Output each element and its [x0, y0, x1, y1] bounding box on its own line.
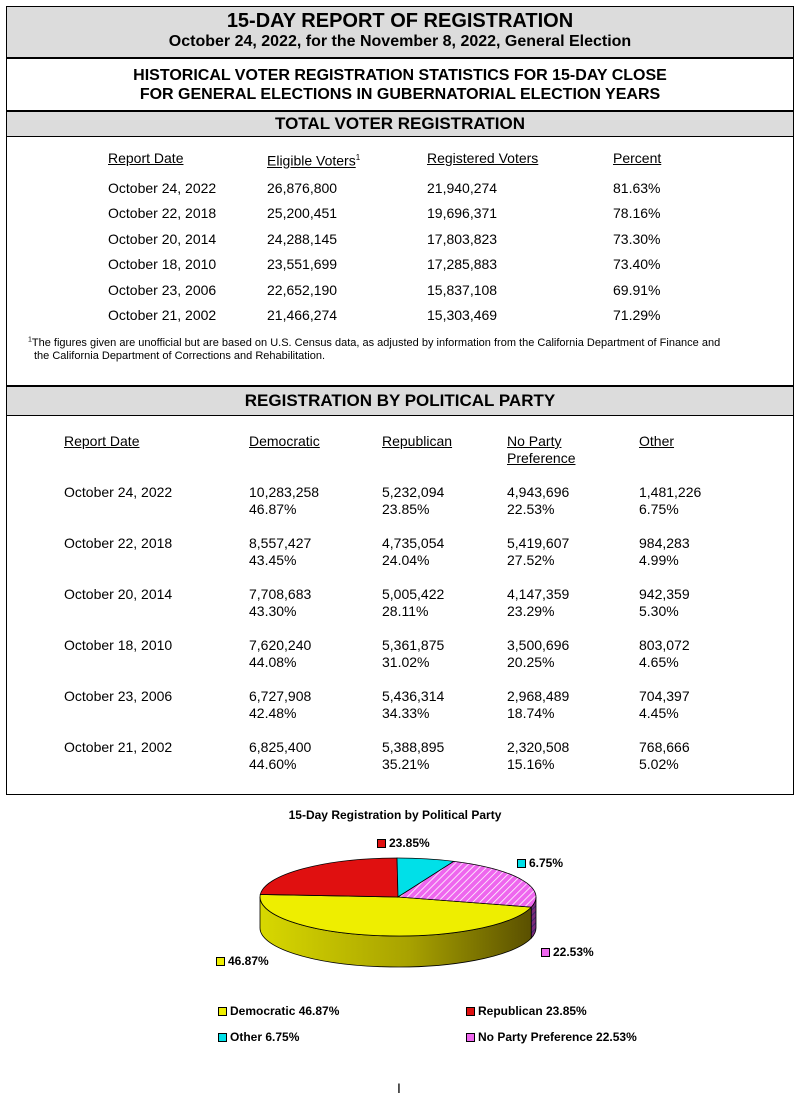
party-cell-dem-pct: 43.45%: [249, 552, 297, 568]
party-cell-oth-pct: 4.45%: [639, 705, 679, 721]
slice-label-republican-text: 23.85%: [389, 836, 430, 850]
party-cell-rep: 5,361,875: [382, 637, 445, 653]
slice-label-npp-text: 22.53%: [553, 945, 594, 959]
party-cell-npp-pct: 27.52%: [507, 552, 555, 568]
table-cell: 25,200,451: [267, 205, 338, 221]
legend-npp-text: No Party Preference 22.53%: [478, 1030, 637, 1044]
party-cell-npp: 3,500,696: [507, 637, 570, 653]
col-no-party-line2: Preference: [507, 450, 576, 466]
party-cell-npp: 4,943,696: [507, 484, 570, 500]
party-cell-dem: 8,557,427: [249, 535, 312, 551]
report-header: [6, 6, 794, 58]
col-percent: Percent: [613, 150, 662, 166]
party-cell-npp: 2,320,508: [507, 739, 570, 755]
party-cell-npp-pct: 15.16%: [507, 756, 555, 772]
slice-label-democratic-text: 46.87%: [228, 954, 269, 968]
total-registration-heading: [6, 111, 794, 137]
party-cell-oth-pct: 5.02%: [639, 756, 679, 772]
party-cell-dem: 7,708,683: [249, 586, 312, 602]
table-cell: 81.63%: [613, 180, 661, 196]
legend-republican-swatch: [466, 1007, 475, 1016]
col-other: Other: [639, 433, 675, 449]
party-cell-npp-pct: 23.29%: [507, 603, 555, 619]
historical-title-line2: FOR GENERAL ELECTIONS IN GUBERNATORIAL ELECTION YEARS: [139, 86, 661, 103]
report-title: 15-DAY REPORT OF REGISTRATION: [226, 10, 574, 32]
table-cell: 15,303,469: [427, 307, 498, 323]
col-no-party-line1: No Party: [507, 433, 562, 449]
party-cell-rep: 5,436,314: [382, 688, 445, 704]
legend-democratic: [218, 1004, 339, 1018]
table-cell: 22,652,190: [267, 282, 338, 298]
npp-swatch: [541, 948, 550, 957]
party-cell-oth: 704,397: [639, 688, 690, 704]
party-cell-npp: 2,968,489: [507, 688, 570, 704]
table-cell: 19,696,371: [427, 205, 498, 221]
col-report-date: Report Date: [108, 150, 184, 166]
table-cell: 73.30%: [613, 231, 661, 247]
historical-title-box: [6, 58, 794, 111]
party-cell-date: October 21, 2002: [64, 739, 173, 755]
republican-swatch: [377, 839, 386, 848]
party-cell-npp-pct: 20.25%: [507, 654, 555, 670]
party-registration-heading: [6, 386, 794, 416]
party-cell-date: October 22, 2018: [64, 535, 173, 551]
legend-npp-swatch: [466, 1033, 475, 1042]
party-registration-heading-text: REGISTRATION BY POLITICAL PARTY: [244, 391, 556, 410]
pie-slice-republican: [260, 858, 398, 897]
party-cell-oth-pct: 4.99%: [639, 552, 679, 568]
party-cell-dem-pct: 46.87%: [249, 501, 297, 517]
table-cell: 24,288,145: [267, 231, 338, 247]
col-republican: Republican: [382, 433, 453, 449]
col-report-date: Report Date: [64, 433, 140, 449]
party-cell-npp-pct: 18.74%: [507, 705, 555, 721]
party-cell-date: October 18, 2010: [64, 637, 173, 653]
table-cell: 69.91%: [613, 282, 661, 298]
party-cell-dem-pct: 44.60%: [249, 756, 297, 772]
slice-label-other-text: 6.75%: [529, 856, 564, 870]
legend-other-text: Other 6.75%: [230, 1030, 300, 1044]
party-cell-oth: 1,481,226: [639, 484, 702, 500]
footnote-line1: [28, 337, 720, 349]
slice-label-democratic: [216, 954, 269, 968]
slice-label-npp: [541, 945, 594, 959]
col-eligible-voters: [267, 150, 360, 169]
pie-tops: [260, 858, 536, 936]
party-cell-date: October 23, 2006: [64, 688, 173, 704]
table-cell: 73.40%: [613, 256, 661, 272]
party-cell-dem-pct: 42.48%: [249, 705, 297, 721]
col-democratic: Democratic: [249, 433, 320, 449]
party-cell-oth: 942,359: [639, 586, 690, 602]
party-cell-rep-pct: 35.21%: [382, 756, 430, 772]
table-cell: October 21, 2002: [108, 307, 217, 323]
party-cell-rep-pct: 34.33%: [382, 705, 430, 721]
party-cell-date: October 24, 2022: [64, 484, 173, 500]
report-subtitle: October 24, 2022, for the November 8, 2022, General Election: [168, 33, 632, 50]
party-cell-rep: 4,735,054: [382, 535, 445, 551]
party-cell-date: October 20, 2014: [64, 586, 173, 602]
legend-other-swatch: [218, 1033, 227, 1042]
table-cell: October 23, 2006: [108, 282, 217, 298]
slice-label-republican: [377, 836, 430, 850]
table-cell: 23,551,699: [267, 256, 338, 272]
table-cell: 21,940,274: [427, 180, 498, 196]
party-cell-oth-pct: 5.30%: [639, 603, 679, 619]
footnote-text1: The figures given are unofficial but are based on U.S. Census data, as adjusted by information from the California Department of Finance and: [31, 336, 721, 349]
legend-republican-text: Republican 23.85%: [478, 1004, 587, 1018]
footnote-mark: 1: [355, 153, 361, 162]
footnote-sup: 1: [28, 336, 32, 343]
page-marker: I: [397, 1080, 401, 1096]
party-cell-rep-pct: 23.85%: [382, 501, 430, 517]
party-cell-oth-pct: 6.75%: [639, 501, 679, 517]
party-cell-npp: 4,147,359: [507, 586, 570, 602]
party-cell-rep: 5,005,422: [382, 586, 445, 602]
party-cell-dem-pct: 43.30%: [249, 603, 297, 619]
party-cell-dem: 6,825,400: [249, 739, 312, 755]
table-cell: 21,466,274: [267, 307, 338, 323]
table-cell: 17,803,823: [427, 231, 498, 247]
pie-chart: [0, 830, 800, 1090]
party-cell-dem: 7,620,240: [249, 637, 312, 653]
party-cell-npp-pct: 22.53%: [507, 501, 555, 517]
table-cell: 78.16%: [613, 205, 661, 221]
party-cell-dem: 10,283,258: [249, 484, 320, 500]
table-cell: 15,837,108: [427, 282, 498, 298]
party-cell-rep: 5,232,094: [382, 484, 445, 500]
table-cell: October 18, 2010: [108, 256, 217, 272]
table-cell: October 22, 2018: [108, 205, 217, 221]
table-cell: 26,876,800: [267, 180, 338, 196]
party-cell-npp: 5,419,607: [507, 535, 570, 551]
other-swatch: [517, 859, 526, 868]
legend-npp: [466, 1030, 637, 1044]
party-cell-oth: 984,283: [639, 535, 690, 551]
col-registered-voters: Registered Voters: [427, 150, 539, 166]
party-cell-dem-pct: 44.08%: [249, 654, 297, 670]
chart-title: 15-Day Registration by Political Party: [288, 808, 502, 822]
table-cell: 71.29%: [613, 307, 661, 323]
table-cell: October 24, 2022: [108, 180, 217, 196]
party-cell-oth-pct: 4.65%: [639, 654, 679, 670]
party-cell-oth: 803,072: [639, 637, 690, 653]
historical-title-line1: HISTORICAL VOTER REGISTRATION STATISTICS FOR 15-DAY CLOSE: [133, 67, 667, 84]
democratic-swatch: [216, 957, 225, 966]
party-cell-dem: 6,727,908: [249, 688, 312, 704]
slice-label-other: [517, 856, 563, 870]
col-eligible-voters-label: Eligible Voters: [267, 152, 356, 169]
party-cell-rep: 5,388,895: [382, 739, 445, 755]
party-cell-oth: 768,666: [639, 739, 690, 755]
legend-republican: [466, 1004, 587, 1018]
party-cell-rep-pct: 28.11%: [382, 603, 429, 619]
legend-democratic-text: Democratic 46.87%: [230, 1004, 340, 1018]
party-cell-rep-pct: 24.04%: [382, 552, 430, 568]
total-registration-heading-text: TOTAL VOTER REGISTRATION: [275, 114, 525, 133]
party-cell-rep-pct: 31.02%: [382, 654, 430, 670]
footnote: [28, 333, 788, 363]
table-cell: 17,285,883: [427, 256, 498, 272]
legend-democratic-swatch: [218, 1007, 227, 1016]
table-cell: October 20, 2014: [108, 231, 217, 247]
footnote-line2: the California Department of Corrections and Rehabilitation.: [34, 349, 326, 362]
legend-other: [218, 1030, 299, 1044]
